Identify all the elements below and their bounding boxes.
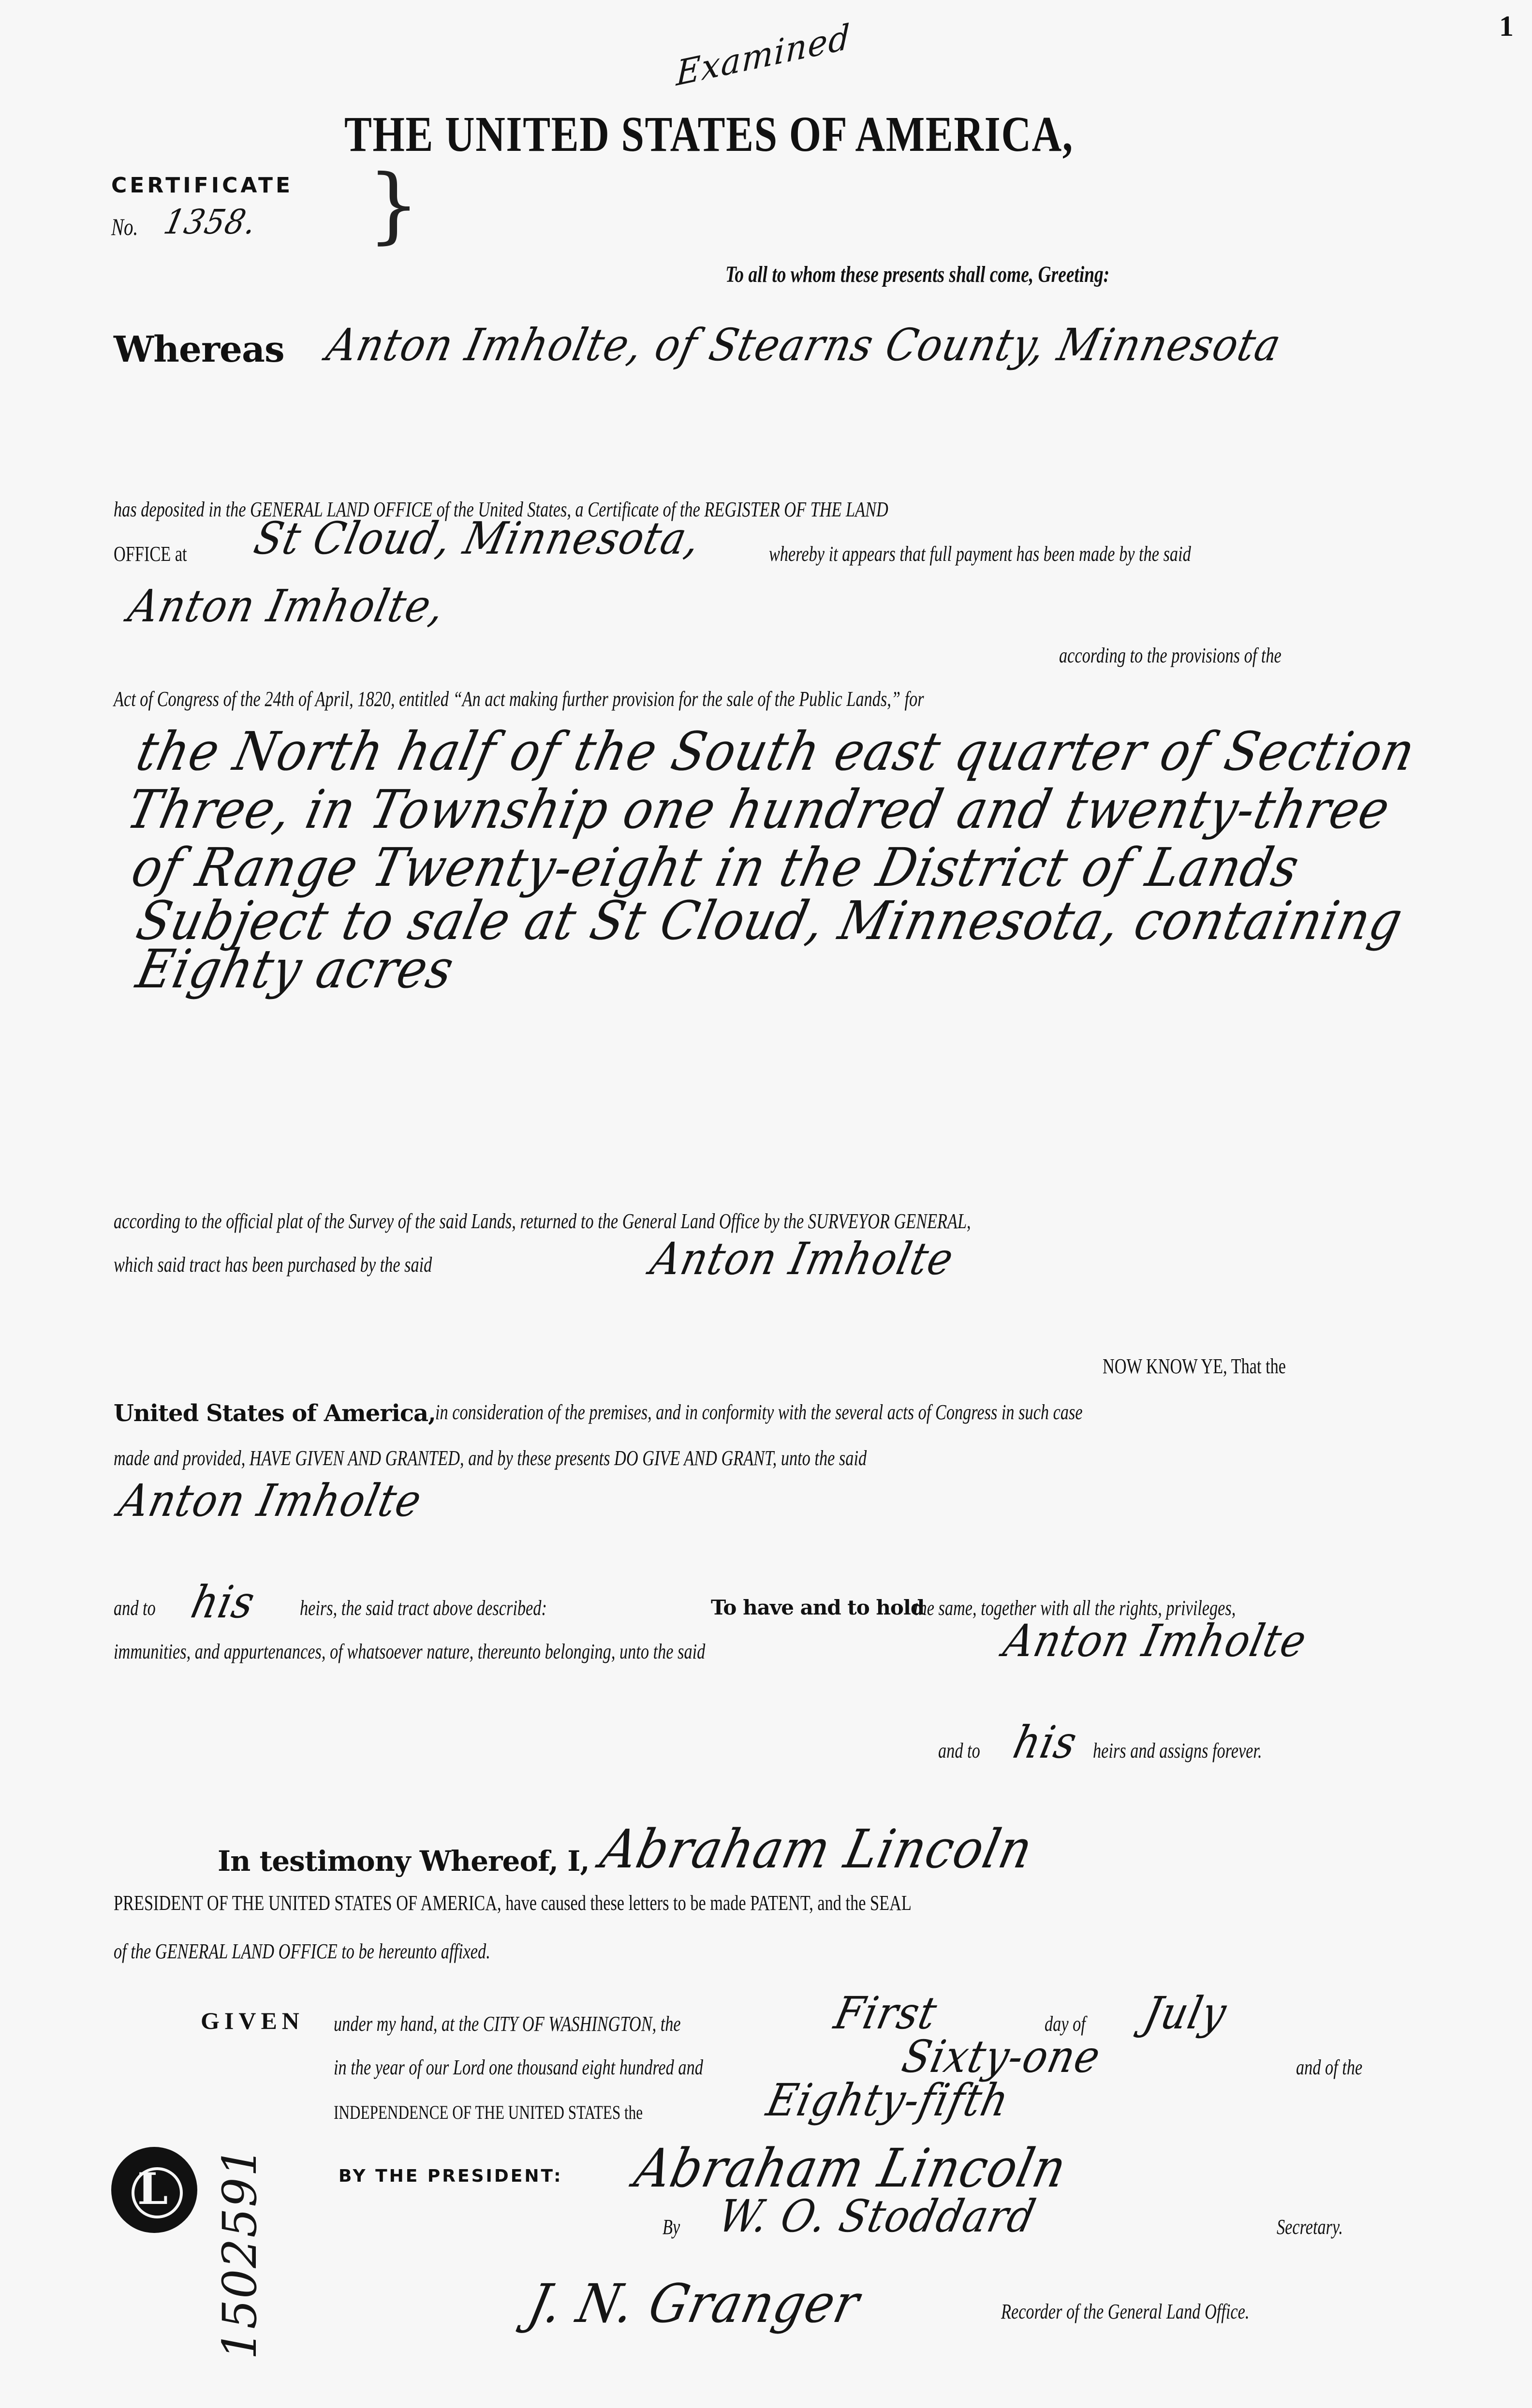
purchaser-name: Anton Imholte xyxy=(646,1233,959,1285)
payer-name: Anton Imholte, xyxy=(123,580,450,632)
secretary-title: Secretary. xyxy=(1277,2215,1343,2239)
examined-annotation: Examined xyxy=(676,16,852,94)
grantee-clause: Anton Imholte, of Stearns County, Minnesota xyxy=(322,319,1286,371)
given-label: GIVEN xyxy=(201,2007,304,2034)
forever-suffix: heirs and assigns forever. xyxy=(1093,1739,1262,1762)
land-description-line: Subject to sale at St Cloud, Minnesota, containing xyxy=(131,890,1409,952)
secretary-signature: W. O. Stoddard xyxy=(713,2190,1041,2242)
to-have-and-to-hold: To have and to hold xyxy=(711,1596,925,1619)
provisions-text: according to the provisions of the xyxy=(1059,644,1282,667)
certificate-number: 1358. xyxy=(160,202,261,242)
grant-line-1: in consideration of the premises, and in conformity with the several acts of Congress in such case xyxy=(435,1400,1083,1424)
grantee-name: Anton Imholte xyxy=(114,1475,427,1527)
land-description-line: Three, in Township one hundred and twenty-three xyxy=(121,778,1396,840)
recorder-signature: J. N. Granger xyxy=(523,2273,866,2335)
document-title: THE UNITED STATES OF AMERICA, xyxy=(344,106,1074,162)
and-of-the: and of the xyxy=(1296,2056,1363,2079)
certificate-no-label: No. xyxy=(111,213,138,240)
act-of-congress-line: Act of Congress of the 24th of April, 1820, entitled “An act making further provision for the sale of the Public Lands,” for xyxy=(114,687,924,711)
pronoun-his-2: his xyxy=(1008,1717,1082,1768)
by-the-president: BY THE PRESIDENT: xyxy=(339,2166,563,2186)
given-line-2: in the year of our Lord one thousand eight hundred and xyxy=(334,2056,703,2079)
given-day: First xyxy=(829,1987,943,2039)
by-label: By xyxy=(663,2215,680,2239)
testimony-label: In testimony Whereof, I, xyxy=(218,1845,589,1878)
survey-line-1: according to the official plat of the Survey of the said Lands, returned to the General Land Office by the SURVEYOR GENERAL, xyxy=(114,1209,971,1233)
independence-year: Eighty-fifth xyxy=(762,2074,1015,2126)
general-land-office-seal xyxy=(111,2147,197,2233)
testimony-line-1: PRESIDENT OF THE UNITED STATES OF AMERICA, have caused these letters to be made PATENT, and the SEAL xyxy=(114,1891,912,1915)
land-description-line: of Range Twenty-eight in the District of Lands xyxy=(126,837,1306,898)
grantee-name-2: Anton Imholte xyxy=(999,1615,1312,1667)
testimony-line-2: of the GENERAL LAND OFFICE to be hereunto affixed. xyxy=(114,1939,490,1963)
whereas-label: Whereas xyxy=(114,329,284,370)
serial-number: 1502591 xyxy=(213,2146,267,2360)
grant-line-2: made and provided, HAVE GIVEN AND GRANTED, and by these presents DO GIVE AND GRANT, unto the said xyxy=(114,1446,867,1470)
heirs-rest-a: heirs, the said tract above described: xyxy=(300,1596,547,1620)
given-year: Sixty-one xyxy=(897,2031,1106,2083)
immunities-line: immunities, and appurtenances, of whatsoever nature, thereunto belonging, unto the said xyxy=(114,1640,706,1663)
margin-mark: 1 xyxy=(1499,10,1514,42)
land-description-line: the North half of the South east quarter of Section xyxy=(131,720,1421,782)
land-office: St Cloud, Minnesota, xyxy=(249,513,706,564)
now-know-ye: NOW KNOW YE, That the xyxy=(1103,1354,1286,1378)
heirs-prefix: and to xyxy=(114,1596,156,1620)
given-line-1: under my hand, at the CITY OF WASHINGTON, the xyxy=(334,2012,681,2036)
given-line-3: INDEPENDENCE OF THE UNITED STATES the xyxy=(334,2101,643,2123)
pronoun-his: his xyxy=(186,1576,260,1628)
forever-prefix: and to xyxy=(938,1739,980,1762)
certificate-label: CERTIFICATE xyxy=(111,173,294,198)
land-description-line: Eighty acres xyxy=(131,938,460,1000)
recorder-title: Recorder of the General Land Office. xyxy=(1001,2300,1250,2323)
deposit-line-2-suffix: whereby it appears that full payment has been made by the said xyxy=(769,542,1191,566)
greeting: To all to whom these presents shall come, Greeting: xyxy=(725,262,1110,287)
day-of: day of xyxy=(1045,2012,1086,2036)
heirs-rest-b: the same, together with all the rights, privileges, xyxy=(914,1596,1236,1620)
survey-line-2: which said tract has been purchased by the said xyxy=(114,1253,432,1277)
president-signature: Abraham Lincoln xyxy=(629,2137,1073,2199)
deposit-line-1: has deposited in the GENERAL LAND OFFICE of the United States, a Certificate of the REGISTER OF THE LAND xyxy=(114,498,888,521)
seal-letter: L xyxy=(137,2163,168,2215)
deposit-line-2-prefix: OFFICE at xyxy=(114,542,187,566)
usa-blackletter: United States of America, xyxy=(114,1400,436,1427)
president-signature-testimony: Abraham Lincoln xyxy=(595,1818,1039,1880)
certificate-brace: } xyxy=(368,157,420,253)
given-month: July xyxy=(1139,1987,1232,2039)
